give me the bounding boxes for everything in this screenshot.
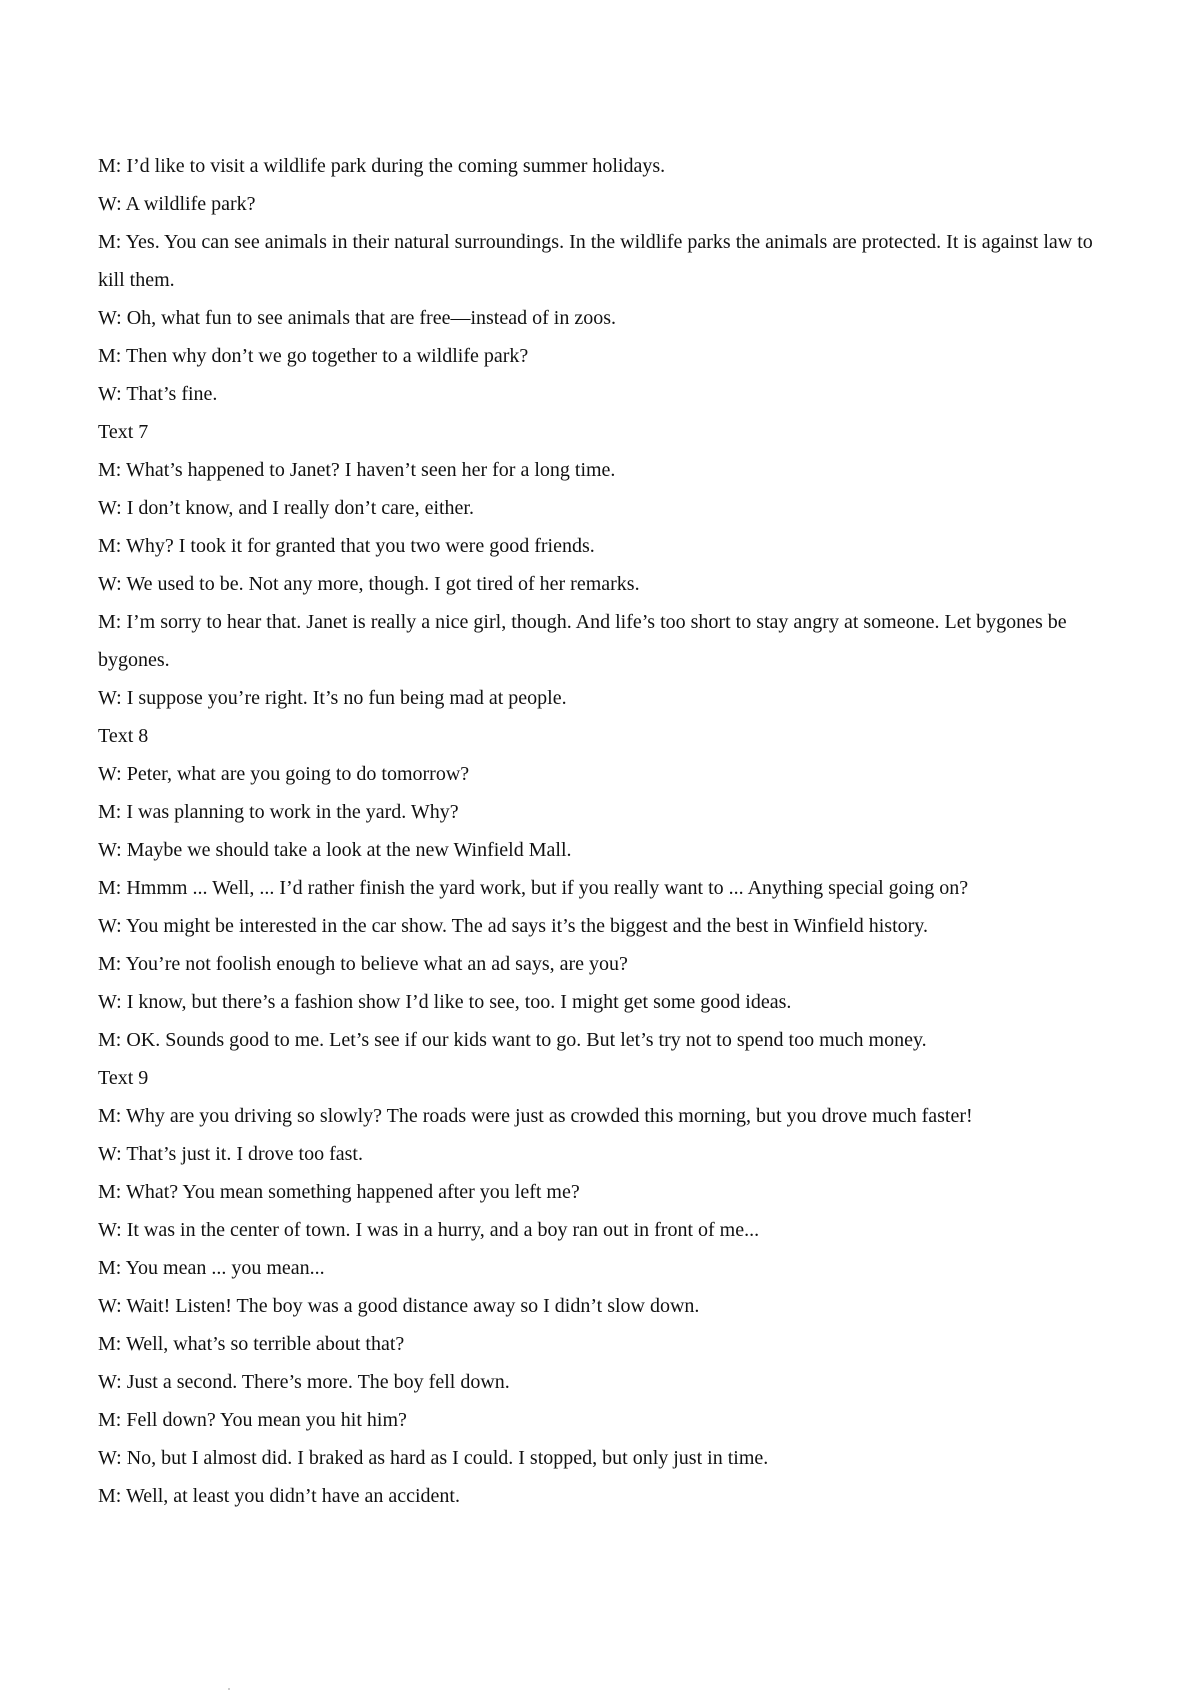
dialogue-line: M: OK. Sounds good to me. Let’s see if our kids want to go. But let’s try not to spend too much money.: [98, 1029, 927, 1051]
dialogue-line: M: I’d like to visit a wildlife park during the coming summer holidays.: [98, 155, 666, 177]
dialogue-line: W: A wildlife park?: [98, 193, 256, 215]
dialogue-line: W: I suppose you’re right. It’s no fun being mad at people.: [98, 687, 567, 709]
dialogue-line: W: Maybe we should take a look at the new Winfield Mall.: [98, 839, 572, 861]
dialogue-line: W: No, but I almost did. I braked as hard as I could. I stopped, but only just in time.: [98, 1447, 769, 1469]
dialogue-line: M: Why? I took it for granted that you two were good friends.: [98, 535, 595, 557]
dialogue-line: W: Peter, what are you going to do tomorrow?: [98, 763, 470, 785]
dialogue-line: W: That’s fine.: [98, 383, 218, 405]
dialogue-line: M: Then why don’t we go together to a wildlife park?: [98, 345, 529, 367]
dialogue-line: M: Hmmm ... Well, ... I’d rather finish the yard work, but if you really want to ... Anything special going on?: [98, 877, 969, 899]
dialogue-line: W: We used to be. Not any more, though. I got tired of her remarks.: [98, 573, 640, 595]
dialogue-line: W: You might be interested in the car show. The ad says it’s the biggest and the best in Winfield history.: [98, 915, 928, 937]
dialogue-line: M: Why are you driving so slowly? The roads were just as crowded this morning, but you drove much faster!: [98, 1105, 973, 1127]
section-heading-text-8: Text 8: [98, 725, 149, 747]
dialogue-line: M: What? You mean something happened after you left me?: [98, 1181, 580, 1203]
dialogue-line: W: It was in the center of town. I was in a hurry, and a boy ran out in front of me...: [98, 1219, 760, 1241]
dialogue-line: M: I’m sorry to hear that. Janet is really a nice girl, though. And life’s too short to stay angry at someone. Let bygones be bygones.: [98, 611, 1067, 671]
dialogue-line: M: What’s happened to Janet? I haven’t seen her for a long time.: [98, 459, 616, 481]
dialogue-line: M: Yes. You can see animals in their natural surroundings. In the wildlife parks the animals are protected. It is against law to kill them.: [98, 231, 1093, 291]
dialogue-line: W: I don’t know, and I really don’t care, either.: [98, 497, 474, 519]
dialogue-line: W: That’s just it. I drove too fast.: [98, 1143, 363, 1165]
dialogue-line: M: Fell down? You mean you hit him?: [98, 1409, 407, 1431]
transcript-body: [98, 147, 1118, 1515]
dialogue-line: M: Well, at least you didn’t have an accident.: [98, 1485, 460, 1507]
dialogue-line: W: Just a second. There’s more. The boy fell down.: [98, 1371, 510, 1393]
dialogue-line: M: Well, what’s so terrible about that?: [98, 1333, 405, 1355]
dialogue-line: M: You’re not foolish enough to believe what an ad says, are you?: [98, 953, 628, 975]
dialogue-line: W: Oh, what fun to see animals that are free—instead of in zoos.: [98, 307, 616, 329]
dialogue-line: M: I was planning to work in the yard. Why?: [98, 801, 459, 823]
dialogue-line: M: You mean ... you mean...: [98, 1257, 325, 1279]
section-heading-text-7: Text 7: [98, 421, 149, 443]
dialogue-line: W: Wait! Listen! The boy was a good distance away so I didn’t slow down.: [98, 1295, 700, 1317]
dialogue-line: W: I know, but there’s a fashion show I’d like to see, too. I might get some good ideas.: [98, 991, 792, 1013]
section-heading-text-9: Text 9: [98, 1067, 149, 1089]
scan-speck: [228, 1688, 230, 1690]
